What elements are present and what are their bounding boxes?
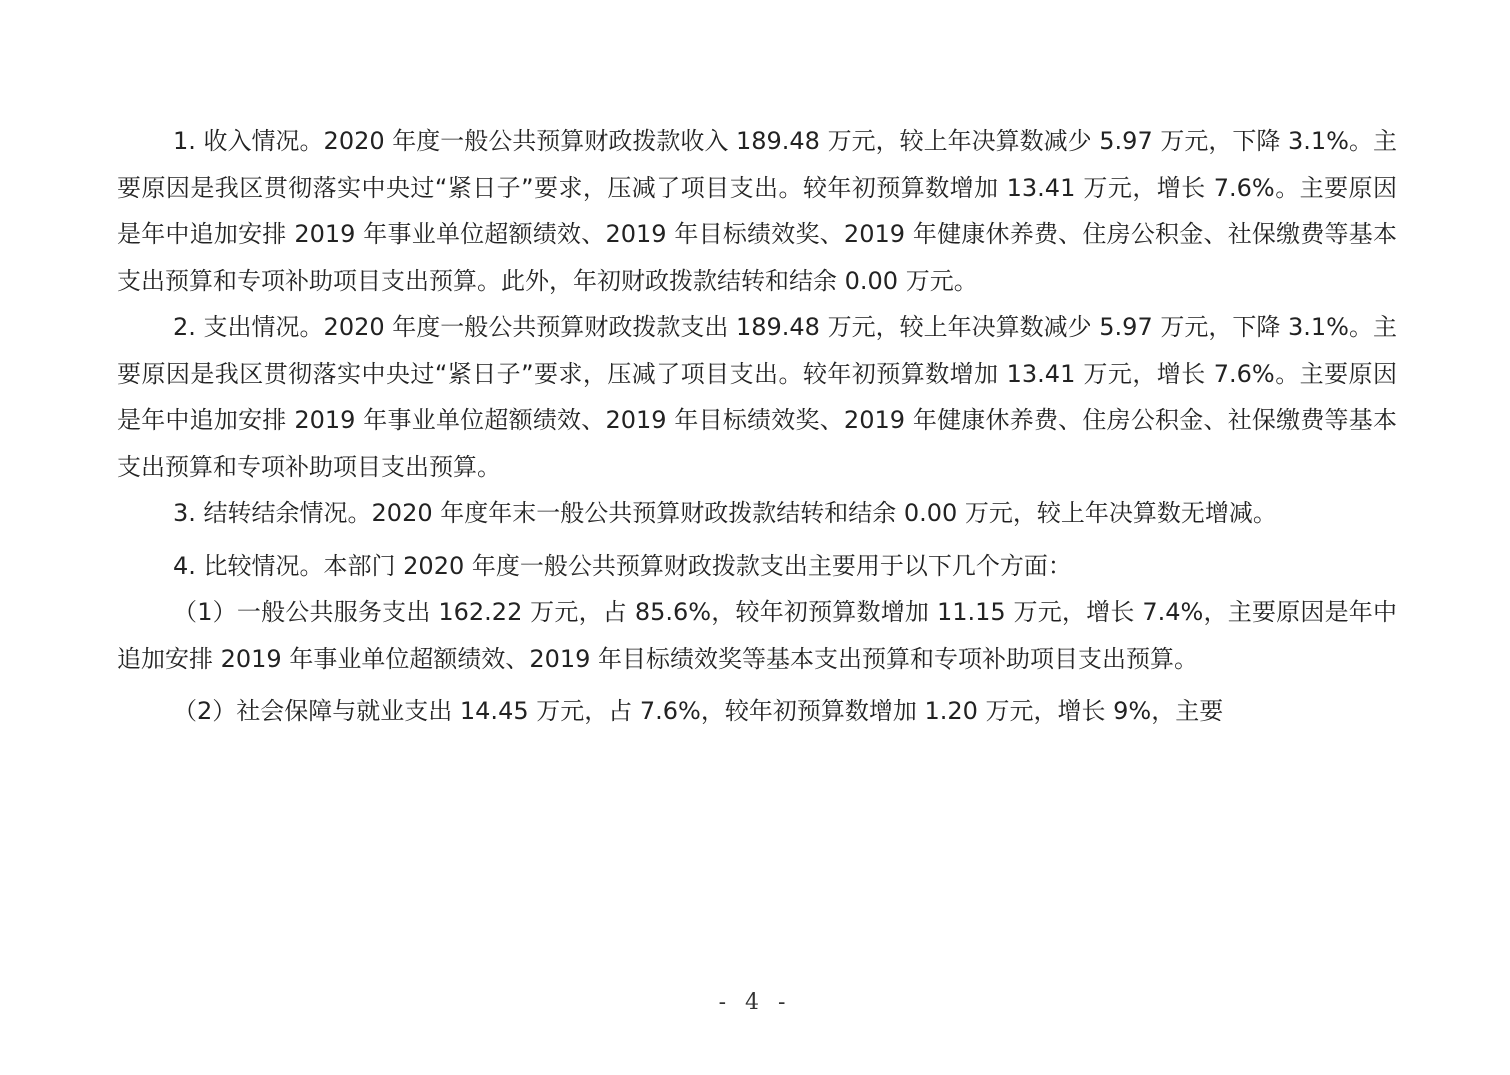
paragraph-comparison: 4. 比较情况。本部门 2020 年度一般公共预算财政拨款支出主要用于以下几个方面： — [173, 551, 1072, 580]
paragraph-expenditure: 2. 支出情况。2020 年度一般公共预算财政拨款支出 189.48 万元，较上年决算数减少 5.97 万元，下降 3.1%。主要原因是我区贯彻落实中央过“紧日子”要求，压减了项目支出。较年初预算数增加 13.41 万元，增长 7.6%。主要原因是年中追加安排 2019 年事业单位超额绩效、2019 年目标绩效奖、2019 年健康休养费、住房公积金、社保缴费等基本支出预算和专项补助项目支出预算。 — [117, 313, 1397, 481]
paragraph-item-2: （2）社会保障与就业支出 14.45 万元，占 7.6%，较年初预算数增加 1.20 万元，增长 9%，主要 — [173, 697, 1224, 725]
body-text — [117, 118, 1397, 735]
paragraph-item-1: （1）一般公共服务支出 162.22 万元，占 85.6%，较年初预算数增加 11.15 万元，增长 7.4%，主要原因是年中追加安排 2019 年事业单位超额绩效、2019 年目标绩效奖等基本支出预算和专项补助项目支出预算。 — [117, 598, 1397, 673]
paragraph-carryover: 3. 结转结余情况。2020 年度年末一般公共预算财政拨款结转和结余 0.00 万元，较上年决算数无增减。 — [173, 499, 1277, 527]
page-number: - 4 - — [718, 990, 792, 1015]
paragraph-income: 1. 收入情况。2020 年度一般公共预算财政拨款收入 189.48 万元，较上年决算数减少 5.97 万元，下降 3.1%。主要原因是我区贯彻落实中央过“紧日子”要求，压减了项目支出。较年初预算数增加 13.41 万元，增长 7.6%。主要原因是年中追加安排 2019 年事业单位超额绩效、2019 年目标绩效奖、2019 年健康休养费、住房公积金、社保缴费等基本支出预算和专项补助项目支出预算。此外，年初财政拨款结转和结余 0.00 万元。 — [117, 127, 1397, 295]
